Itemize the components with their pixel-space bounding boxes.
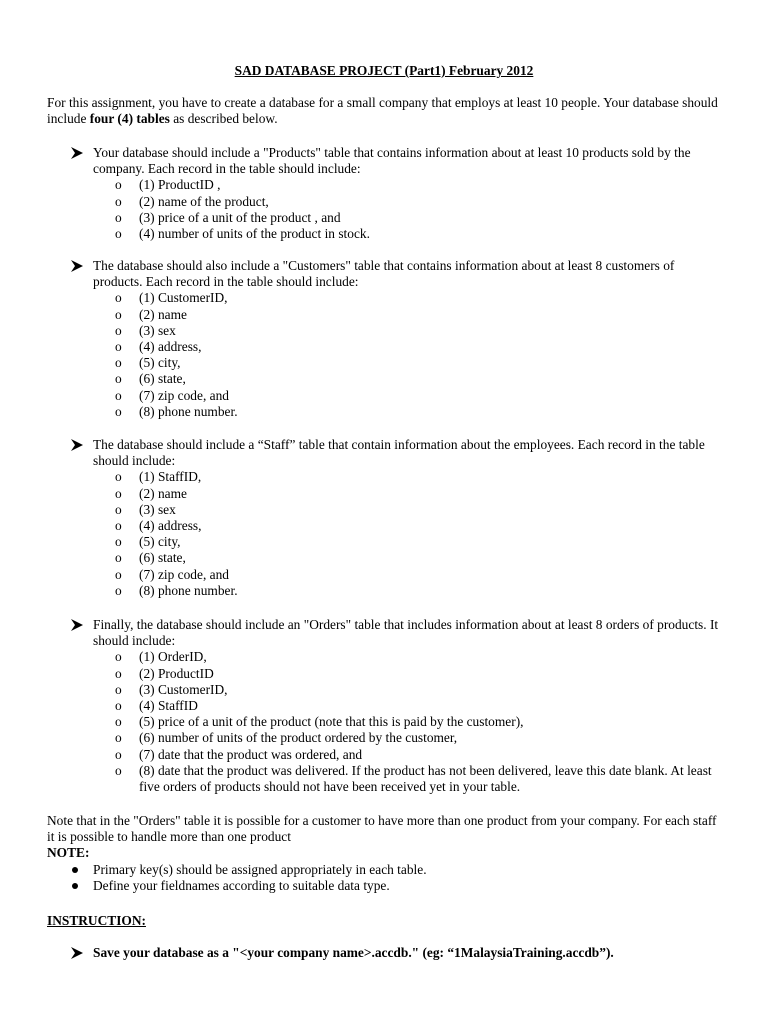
save-instruction: Save your database as a "<your company name>.accdb." (eg: “1MalaysiaTraining.accdb”). (47, 945, 727, 961)
list-item: o (2) name (115, 306, 187, 322)
intro-bold-text: four (4) tables (89, 111, 170, 127)
list-item: o (6) state, (115, 550, 186, 566)
list-item: o (7) date that the product was ordered, and (115, 746, 363, 762)
list-item: o (4) address, (115, 339, 202, 355)
list-item: o (4) StaffID (115, 698, 198, 714)
products-description: Your database should include a "Products" table that contains information about at least 10 products sold by the company. Each record in the table should include: (47, 145, 727, 177)
list-item: o (2) name of the product, (115, 193, 269, 209)
list-item: o (5) price of a unit of the product (note that this is paid by the customer), (115, 714, 524, 730)
bullet-dot-icon (72, 883, 78, 889)
note-label: NOTE: (47, 845, 90, 861)
list-item: o (3) CustomerID, (115, 681, 228, 697)
list-item: o (1) ProductID , (115, 177, 221, 193)
intro-text: For this assignment, you have to create a database for a small company that employs at least 10 people. Your database should include (47, 95, 718, 127)
list-item: o (5) city, (115, 534, 181, 550)
note-section (47, 813, 727, 894)
list-item: o (8) phone number. (115, 403, 238, 419)
arrow-bullet-icon (70, 945, 84, 961)
list-item: o (6) state, (115, 371, 186, 387)
customers-section (47, 258, 727, 420)
arrow-bullet-icon (70, 617, 84, 633)
arrow-bullet-icon (70, 145, 84, 161)
list-item: o (5) city, (115, 355, 181, 371)
products-section (47, 145, 727, 242)
arrow-bullet-icon (70, 258, 84, 274)
staff-section (47, 437, 727, 599)
bullet-dot-icon (72, 867, 78, 873)
list-item: o (1) OrderID, (115, 649, 207, 665)
list-item: o (3) sex (115, 322, 176, 338)
list-item: o (7) zip code, and (115, 566, 229, 582)
list-item: o (6) number of units of the product ordered by the customer, (115, 730, 458, 746)
page-title: SAD DATABASE PROJECT (Part1) February 2012 (234, 63, 534, 78)
products-field-list (47, 177, 727, 242)
list-item: o (2) ProductID (115, 665, 214, 681)
instruction-heading: INSTRUCTION: (47, 913, 146, 928)
arrow-bullet-icon (70, 437, 84, 453)
list-item: o (1) CustomerID, (115, 290, 228, 306)
intro-paragraph (47, 95, 727, 127)
list-item: o (3) price of a unit of the product , and (115, 209, 341, 225)
customers-description: The database should also include a "Customers" table that contains information about at least 8 customers of products. Each record in the table should include: (47, 258, 727, 290)
orders-section (47, 617, 727, 795)
staff-field-list (47, 469, 727, 599)
list-item: Define your fieldnames according to suitable data type. (47, 878, 727, 894)
list-item: o (1) StaffID, (115, 469, 202, 485)
staff-description: The database should include a “Staff” table that contain information about the employees. Each record in the table should include: (47, 437, 727, 469)
list-item: o (4) number of units of the product in stock. (115, 226, 370, 242)
list-item: o (3) sex (115, 501, 176, 517)
list-item: o (8) phone number. (115, 582, 238, 598)
note-paragraph: Note that in the "Orders" table it is possible for a customer to have more than one product from your company. For each staff it is possible to handle more than one product (47, 813, 717, 845)
orders-description: Finally, the database should include an "Orders" table that includes information about at least 8 orders of products. It should include: (47, 617, 727, 649)
customers-field-list (47, 290, 727, 420)
intro-text-end: as described below. (169, 111, 278, 127)
list-item: Primary key(s) should be assigned appropriately in each table. (47, 862, 727, 878)
list-item: o (8) date that the product was delivered. If the product has not been delivered, leave this date blank. At least five orders of products should not have been received yet in your table. (115, 762, 712, 795)
orders-field-list (47, 649, 727, 795)
list-item: o (2) name (115, 485, 187, 501)
list-item: o (7) zip code, and (115, 387, 229, 403)
list-item: o (4) address, (115, 518, 202, 534)
note-bullet-list (47, 862, 727, 894)
